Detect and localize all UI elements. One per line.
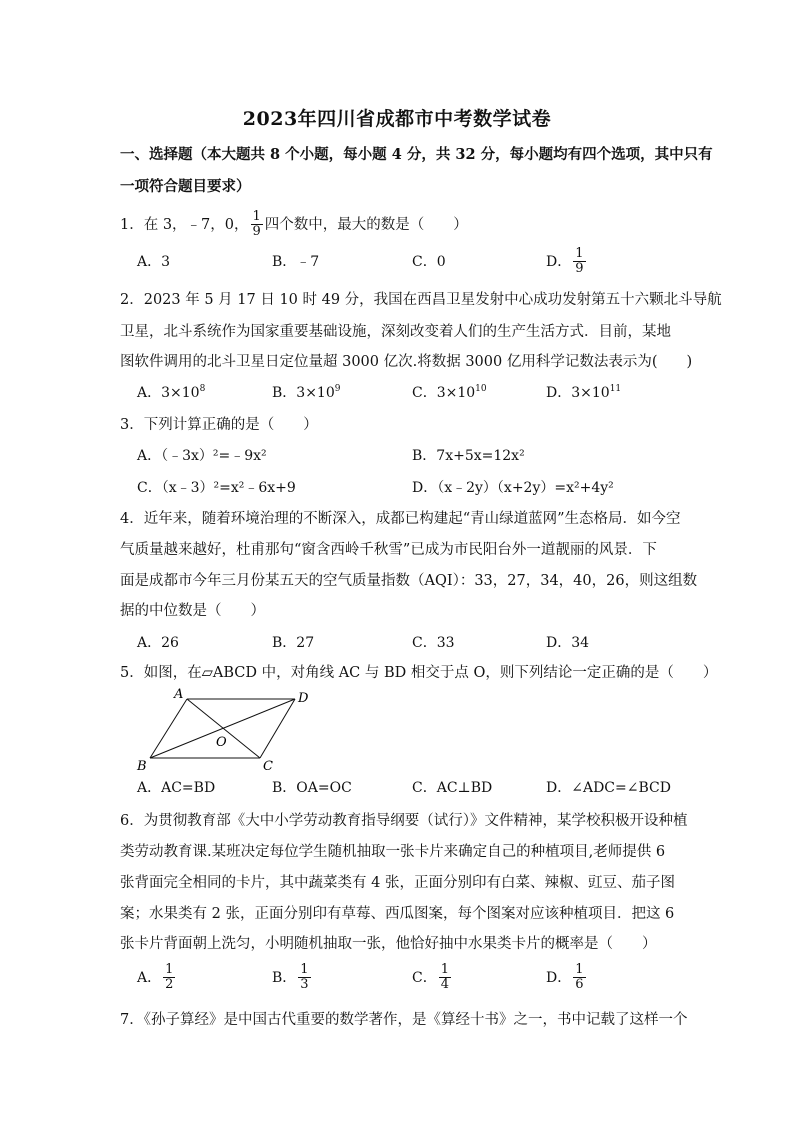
q1-option-d-label: D． — [546, 253, 572, 270]
question-4-line3: 面是成都市今年三月份某五天的空气质量指数（AQI）：33，27，34，40，26，则这组数 — [120, 573, 698, 589]
label-o: O — [216, 735, 227, 750]
q2-option-a — [137, 386, 205, 400]
question-4-line1: 4．近年来，随着环境治理的不断深入，成都已构建起“青山绿道蓝网”生态格局．如今空 — [120, 511, 681, 527]
exam-title: 2023年四川省成都市中考数学试卷 — [242, 108, 552, 130]
question-5: 5．如图，在▱ABCD 中，对角线 AC 与 BD 相交于点 O，则下列结论一定正确的是（ ） — [120, 665, 718, 681]
q6-option-a — [137, 963, 177, 993]
q3-option-c: C．（x﹣3）²=x²﹣6x+9 — [137, 480, 296, 496]
q1-fraction — [251, 210, 263, 240]
q1-option-d — [546, 247, 588, 277]
question-3: 3．下列计算正确的是（ ） — [120, 417, 318, 433]
q1-option-b: B．﹣7 — [272, 254, 320, 270]
q6-option-c — [412, 963, 453, 993]
q6-option-b — [272, 963, 313, 993]
section-heading: 一、选择题（本大题共 8 个小题，每小题 4 分，共 32 分，每小题均有四个选项，其中只有 — [120, 146, 713, 163]
q6-a-num: 1 — [165, 962, 174, 977]
q6-b-den: 3 — [300, 977, 309, 993]
q2-option-b — [272, 386, 340, 400]
q5-option-c: C．AC⊥BD — [412, 780, 493, 796]
q6-c-label: C． — [412, 969, 437, 986]
q5-option-b: B．OA=OC — [272, 780, 352, 796]
section-heading-cont: 一项符合题目要求） — [120, 178, 251, 195]
q3-option-a: A．（﹣3x）²=﹣9x² — [137, 448, 267, 464]
q6-d-label: D． — [546, 969, 572, 986]
q5-option-a: A．AC=BD — [137, 780, 216, 796]
q4-option-a: A．26 — [137, 635, 179, 651]
q6-b-label: B． — [272, 969, 297, 986]
question-2-line3: 图软件调用的北斗卫星日定位量超 3000 亿次.将数据 3000 亿用科学记数法表示为( ) — [120, 354, 693, 370]
q2-option-d — [546, 386, 621, 400]
label-c: C — [263, 759, 273, 774]
edge-dc — [260, 699, 295, 758]
q6-a-fraction — [163, 963, 175, 993]
q4-option-d: D．34 — [546, 635, 590, 651]
q6-b-num: 1 — [300, 962, 309, 977]
q2-b-exp: 9 — [334, 384, 341, 394]
question-4-line4: 据的中位数是（ ） — [120, 603, 265, 619]
q5-option-d: D．∠ADC=∠BCD — [546, 780, 671, 796]
edge-ab — [150, 699, 187, 758]
question-6-line4: 案；水果类有 2 张，正面分别印有草莓、西瓜图案，每个图案对应该种植项目．把这 6 — [120, 906, 675, 922]
q2-option-c — [412, 386, 487, 400]
q2-c-exp: 10 — [475, 384, 487, 394]
q2-a-base: A．3×10 — [137, 385, 200, 401]
q1-frac-den: 9 — [252, 224, 261, 240]
q6-d-num: 1 — [575, 962, 584, 977]
q3-option-d: D．（x﹣2y）（x+2y）=x²+4y² — [412, 480, 614, 496]
q2-a-exp: 8 — [199, 384, 206, 394]
q1-stem-pre: 1．在 3，﹣7，0， — [120, 216, 249, 233]
q6-option-d — [546, 963, 588, 993]
parallelogram-figure — [130, 686, 320, 776]
q6-c-num: 1 — [440, 962, 449, 977]
question-6-line5: 张卡片背面朝上洗匀，小明随机抽取一张，他恰好抽中水果类卡片的概率是（ ） — [120, 936, 657, 952]
label-a: A — [174, 687, 184, 702]
q6-d-fraction — [573, 963, 585, 993]
q1-frac-num: 1 — [252, 209, 261, 224]
q1-option-c: C．0 — [412, 254, 446, 270]
question-4-line2: 气质量越来越好，杜甫那句“窗含西岭千秋雪”已成为市民阳台外一道靓丽的风景．下 — [120, 542, 657, 558]
q2-b-base: B．3×10 — [272, 385, 335, 401]
question-6-line1: 6．为贯彻教育部《大中小学劳动教育指导纲要（试行）》文件精神，某学校积极开设种植 — [120, 813, 688, 829]
q6-c-den: 4 — [440, 977, 449, 993]
q2-d-base: D．3×10 — [546, 385, 610, 401]
q6-d-den: 6 — [575, 977, 584, 993]
question-2-line1: 2．2023 年 5 月 17 日 10 时 49 分，我国在西昌卫星发射中心成功发射第五十六颗北斗导航 — [120, 292, 722, 308]
q1-d-num: 1 — [575, 246, 584, 261]
question-6-line3: 张背面完全相同的卡片，其中蔬菜类有 4 张，正面分别印有白菜、辣椒、豇豆、茄子图 — [120, 875, 675, 891]
question-1 — [120, 210, 468, 240]
q1-option-a: A．3 — [137, 254, 171, 270]
question-2-line2: 卫星，北斗系统作为国家重要基础设施，深刻改变着人们的生产生活方式．目前，某地 — [120, 324, 671, 340]
q1-d-den: 9 — [575, 261, 584, 277]
q6-a-label: A． — [137, 969, 162, 986]
question-7-line1: 7．《孙子算经》是中国古代重要的数学著作，是《算经十书》之一，书中记载了这样一个 — [120, 1012, 688, 1028]
q4-option-c: C．33 — [412, 635, 455, 651]
q2-c-base: C．3×10 — [412, 385, 476, 401]
q1-stem-post: 四个数中，最大的数是（ ） — [264, 216, 468, 233]
label-d: D — [298, 691, 309, 706]
q3-option-b: B．7x+5x=12x² — [412, 448, 525, 464]
q6-c-fraction — [439, 963, 451, 993]
q6-b-fraction — [298, 963, 310, 993]
q4-option-b: B．27 — [272, 635, 315, 651]
question-6-line2: 类劳动教育课.某班决定每位学生随机抽取一张卡片来确定自己的种植项目,老师提供 6 — [120, 844, 666, 860]
q1-option-d-fraction — [573, 247, 585, 277]
label-b: B — [137, 759, 147, 774]
q2-d-exp: 11 — [609, 384, 622, 394]
q6-a-den: 2 — [165, 977, 174, 993]
